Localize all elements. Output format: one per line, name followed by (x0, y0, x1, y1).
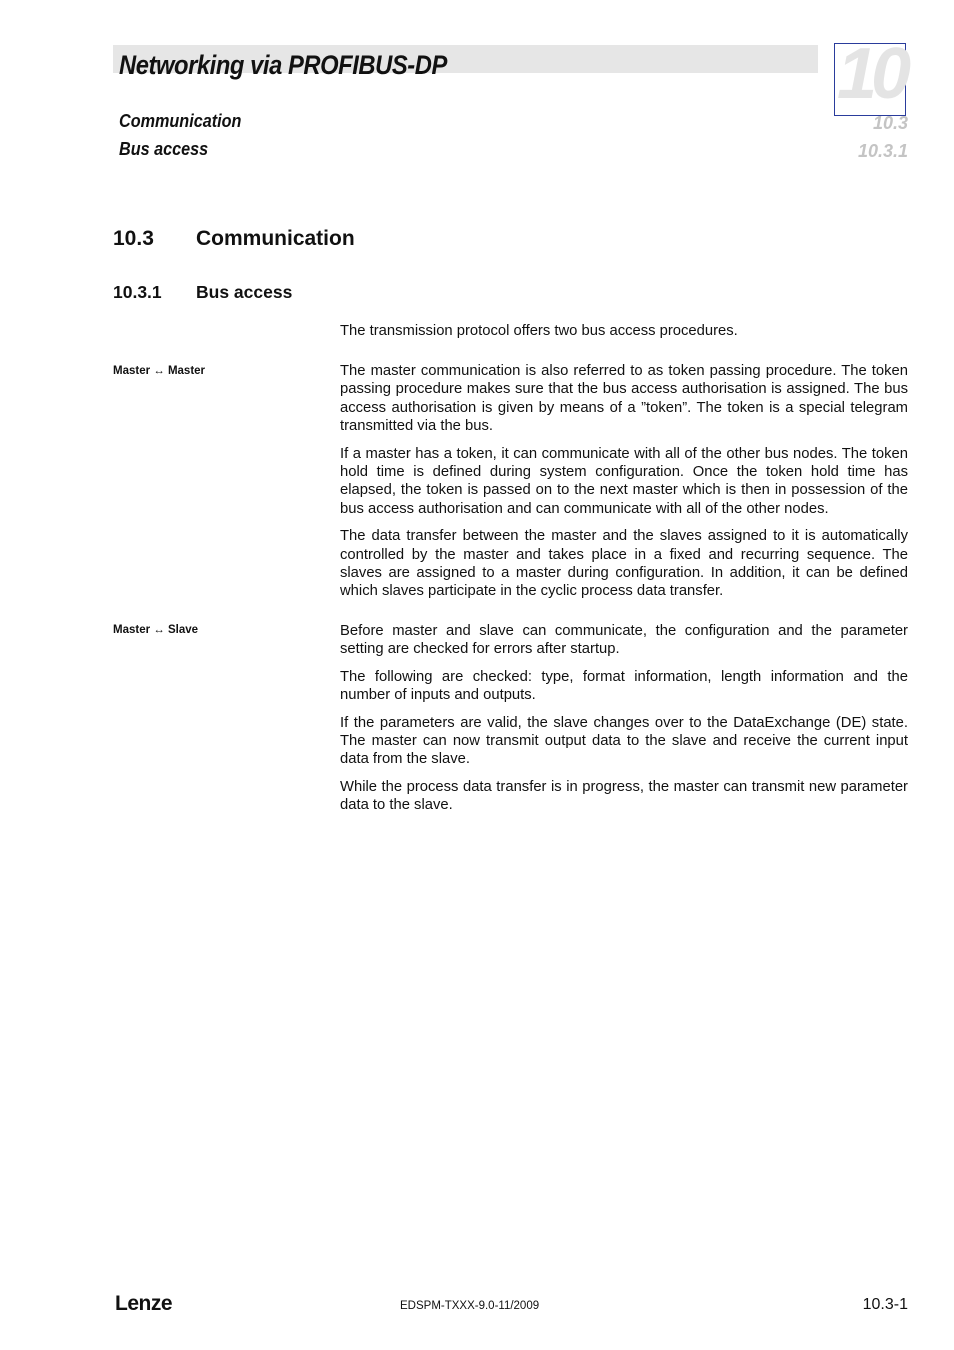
master-slave-block (340, 622, 908, 824)
subsection-title: Bus access (196, 282, 293, 302)
lenze-logo: Lenze (115, 1292, 173, 1315)
section-number: 10.3 (113, 227, 154, 250)
paragraph: If a master has a token, it can communicate with all of the other bus nodes. The token hold time is defined during system configuration. Once the token hold time has elapsed, the token is passed on to the next master which is then in possession of the bus access authorisation and can communicate with all of the other nodes. (340, 445, 908, 517)
section-title: Communication (196, 227, 355, 250)
breadcrumb-chapter: Communication (119, 111, 242, 131)
chapter-number: 10 (837, 34, 906, 114)
breadcrumb-section-number: 10.3.1 (857, 141, 908, 161)
document-id: EDSPM-TXXX-9.0-11/2009 (400, 1300, 540, 1312)
breadcrumb-chapter-number: 10.3 (872, 113, 908, 133)
margin-label-master-master: Master ↔ Master (113, 365, 206, 377)
paragraph: If the parameters are valid, the slave changes over to the DataExchange (DE) state. The master can now transmit output data to the slave and receive the current input data from the slave. (340, 714, 908, 768)
paragraph: The following are checked: type, format information, length information and the number of inputs and outputs. (340, 668, 908, 704)
margin-label-master-slave: Master ↔ Slave (113, 624, 199, 636)
master-master-block (340, 362, 908, 610)
intro-text (340, 322, 908, 349)
chapter-tab (834, 34, 906, 116)
intro-paragraph: The transmission protocol offers two bus access procedures. (340, 323, 738, 339)
page-number: 10.3-1 (862, 1296, 908, 1313)
paragraph: While the process data transfer is in progress, the master can transmit new parameter data to the slave. (340, 778, 908, 814)
document-title: Networking via PROFIBUS-DP (119, 50, 447, 80)
paragraph: The data transfer between the master and the slaves assigned to it is automatically controlled by the master and takes place in a fixed and recurring sequence. The slaves are assigned to a master during configuration. In addition, it can be defined which slaves participate in the cyclic process data transfer. (340, 528, 908, 600)
breadcrumb-section: Bus access (119, 139, 209, 159)
paragraph: The master communication is also referred to as token passing procedure. The token passing procedure makes sure that the bus access authorisation is assigned. The bus access authorisation is given by means of a ”token”. The token is a special telegram transmitted via the bus. (340, 363, 908, 435)
paragraph: Before master and slave can communicate, the configuration and the parameter setting are checked for errors after startup. (340, 623, 908, 658)
subsection-number: 10.3.1 (113, 282, 162, 302)
